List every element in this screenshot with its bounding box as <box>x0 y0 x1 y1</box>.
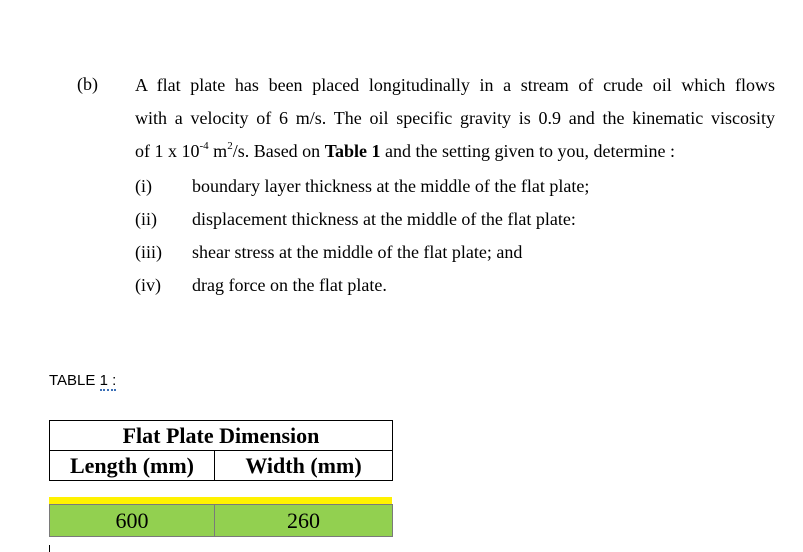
list-item <box>135 236 589 269</box>
table-title: Flat Plate Dimension <box>50 421 393 451</box>
question-paragraph <box>135 69 775 168</box>
dimension-table <box>49 420 393 481</box>
item-number: (ii) <box>135 209 157 229</box>
value-table <box>49 504 393 537</box>
table-reference: Table 1 <box>324 141 381 161</box>
exponent-two: 2 <box>227 140 233 152</box>
paragraph-line-2: with a velocity of 6 m/s. The oil specific gravity is 0.9 and the kinematic viscosity <box>135 108 775 128</box>
yellow-band <box>49 497 392 504</box>
item-text: drag force on the flat plate. <box>192 275 387 295</box>
header-length: Length (mm) <box>50 451 215 481</box>
list-item <box>135 269 589 302</box>
item-text: displacement thickness at the middle of the flat plate: <box>192 209 576 229</box>
value-width: 260 <box>215 505 393 537</box>
paragraph-line-1: A flat plate has been placed longitudinally in a stream of crude oil which flows <box>135 75 775 95</box>
question-label: (b) <box>77 74 98 94</box>
item-number: (iv) <box>135 275 161 295</box>
list-item <box>135 203 589 236</box>
list-item <box>135 170 589 203</box>
item-text: shear stress at the middle of the flat plate; and <box>192 242 523 262</box>
item-number: (i) <box>135 176 152 196</box>
table-caption: TABLE 1 : <box>49 372 117 389</box>
header-width: Width (mm) <box>215 451 393 481</box>
paragraph-line-3: of 1 x $10^{-4}$ $m^2/s$. Based on Table 1 and the setting given to you, determine : <box>135 140 675 161</box>
item-text: boundary layer thickness at the middle of the flat plate; <box>192 176 590 196</box>
item-number: (iii) <box>135 242 162 262</box>
table-caption-ref: 1 : <box>99 372 117 389</box>
text-cursor <box>49 545 50 552</box>
exponent-minus-four: -4 <box>199 140 209 152</box>
sub-question-list <box>135 170 589 302</box>
value-length: 600 <box>50 505 215 537</box>
